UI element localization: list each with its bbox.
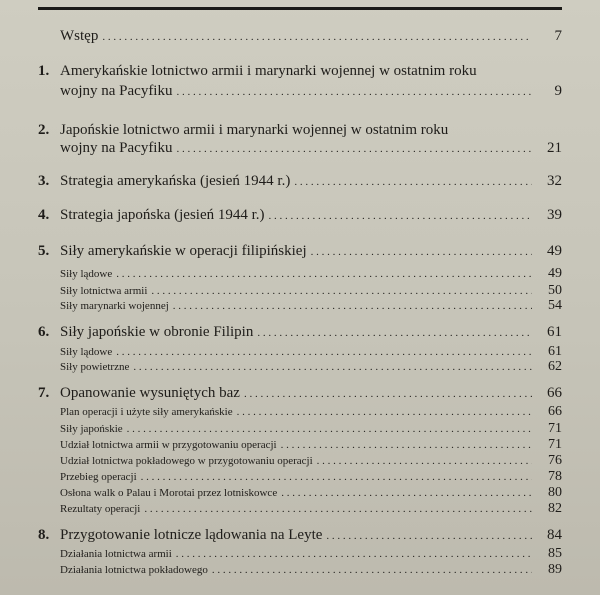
toc-number: 8. <box>38 527 50 543</box>
table-of-contents <box>38 0 562 595</box>
toc-page: 82 <box>548 501 562 516</box>
toc-number: 6. <box>38 324 50 340</box>
toc-page: 66 <box>548 404 562 419</box>
toc-subtitle: Przebieg operacji <box>60 471 137 483</box>
toc-subentry <box>38 283 562 299</box>
toc-subtitle: Rezultaty operacji <box>60 503 141 515</box>
toc-page: 61 <box>548 344 562 359</box>
toc-subentry <box>38 421 562 437</box>
toc-number: 4. <box>38 207 50 223</box>
toc-entry <box>38 122 562 139</box>
toc-subtitle: Siły powietrzne <box>60 361 130 373</box>
toc-entry <box>38 527 562 544</box>
toc-page: 54 <box>548 298 562 313</box>
toc-page: 62 <box>548 359 562 374</box>
toc-entry <box>38 63 562 80</box>
toc-page: 71 <box>548 437 562 452</box>
toc-subtitle: Udział lotnictwa pokładowego w przygotowaniu operacji <box>60 455 313 467</box>
toc-page: 61 <box>547 324 562 340</box>
toc-subentry <box>38 501 562 517</box>
toc-title: Siły amerykańskie w operacji filipińskiej <box>60 243 307 259</box>
toc-number: 2. <box>38 122 50 138</box>
toc-entry-cont <box>38 83 562 100</box>
toc-subentry <box>38 359 562 375</box>
toc-subentry <box>38 344 562 360</box>
toc-subtitle: Plan operacji i użyte siły amerykańskie <box>60 406 233 418</box>
toc-page: 21 <box>547 140 562 156</box>
toc-subentry <box>38 453 562 469</box>
toc-subtitle: Siły japońskie <box>60 423 123 435</box>
toc-subentry <box>38 437 562 453</box>
toc-page: 32 <box>547 173 562 189</box>
toc-page: 71 <box>548 421 562 436</box>
toc-entry <box>38 243 562 260</box>
toc-title: Japońskie lotnictwo armii i marynarki wojennej w ostatnim roku <box>60 122 449 138</box>
toc-subtitle: Siły lądowe <box>60 346 113 358</box>
toc-title-cont: wojny na Pacyfiku <box>60 140 173 156</box>
toc-title-cont: wojny na Pacyfiku <box>60 83 173 99</box>
toc-page: 80 <box>548 485 562 500</box>
toc-subtitle: Działania lotnictwa pokładowego <box>60 564 208 576</box>
toc-title: Przygotowanie lotnicze lądowania na Leyte <box>60 527 323 543</box>
toc-entry <box>38 385 562 402</box>
toc-page: 89 <box>548 562 562 577</box>
toc-subentry <box>38 298 562 314</box>
toc-subentry <box>38 485 562 501</box>
toc-page: 7 <box>554 28 562 44</box>
toc-subtitle: Osłona walk o Palau i Morotai przez lotniskowce <box>60 487 278 499</box>
toc-number: 5. <box>38 243 50 259</box>
toc-entry <box>38 28 562 45</box>
toc-entry <box>38 207 562 224</box>
toc-subentry <box>38 562 562 578</box>
toc-number: 1. <box>38 63 50 79</box>
toc-entry <box>38 324 562 341</box>
toc-subtitle: Siły lądowe <box>60 268 113 280</box>
toc-entry-cont <box>38 140 562 157</box>
toc-page: 84 <box>547 527 562 543</box>
toc-subtitle: Udział lotnictwa armii w przygotowaniu operacji <box>60 439 277 451</box>
toc-page: 85 <box>548 546 562 561</box>
toc-title: Wstęp <box>60 28 99 44</box>
toc-subtitle: Siły lotnictwa armii <box>60 285 148 297</box>
toc-page: 66 <box>547 385 562 401</box>
toc-subentry <box>38 266 562 282</box>
toc-title: Siły japońskie w obronie Filipin <box>60 324 254 340</box>
toc-number: 7. <box>38 385 50 401</box>
toc-subtitle: Działania lotnictwa armii <box>60 548 172 560</box>
toc-entry <box>38 173 562 190</box>
toc-subentry <box>38 404 562 420</box>
toc-title: Opanowanie wysuniętych baz <box>60 385 240 401</box>
toc-page: 9 <box>554 83 562 99</box>
toc-page: 49 <box>547 243 562 259</box>
toc-page: 39 <box>547 207 562 223</box>
toc-title: Strategia amerykańska (jesień 1944 r.) <box>60 173 291 189</box>
toc-number: 3. <box>38 173 50 189</box>
toc-subtitle: Siły marynarki wojennej <box>60 300 169 312</box>
toc-subentry <box>38 469 562 485</box>
toc-title: Strategia japońska (jesień 1944 r.) <box>60 207 265 223</box>
toc-subentry <box>38 546 562 562</box>
toc-page: 49 <box>548 266 562 281</box>
toc-page: 50 <box>548 283 562 298</box>
toc-page: 78 <box>548 469 562 484</box>
toc-title: Amerykańskie lotnictwo armii i marynarki wojennej w ostatnim roku <box>60 63 477 79</box>
toc-page: 76 <box>548 453 562 468</box>
